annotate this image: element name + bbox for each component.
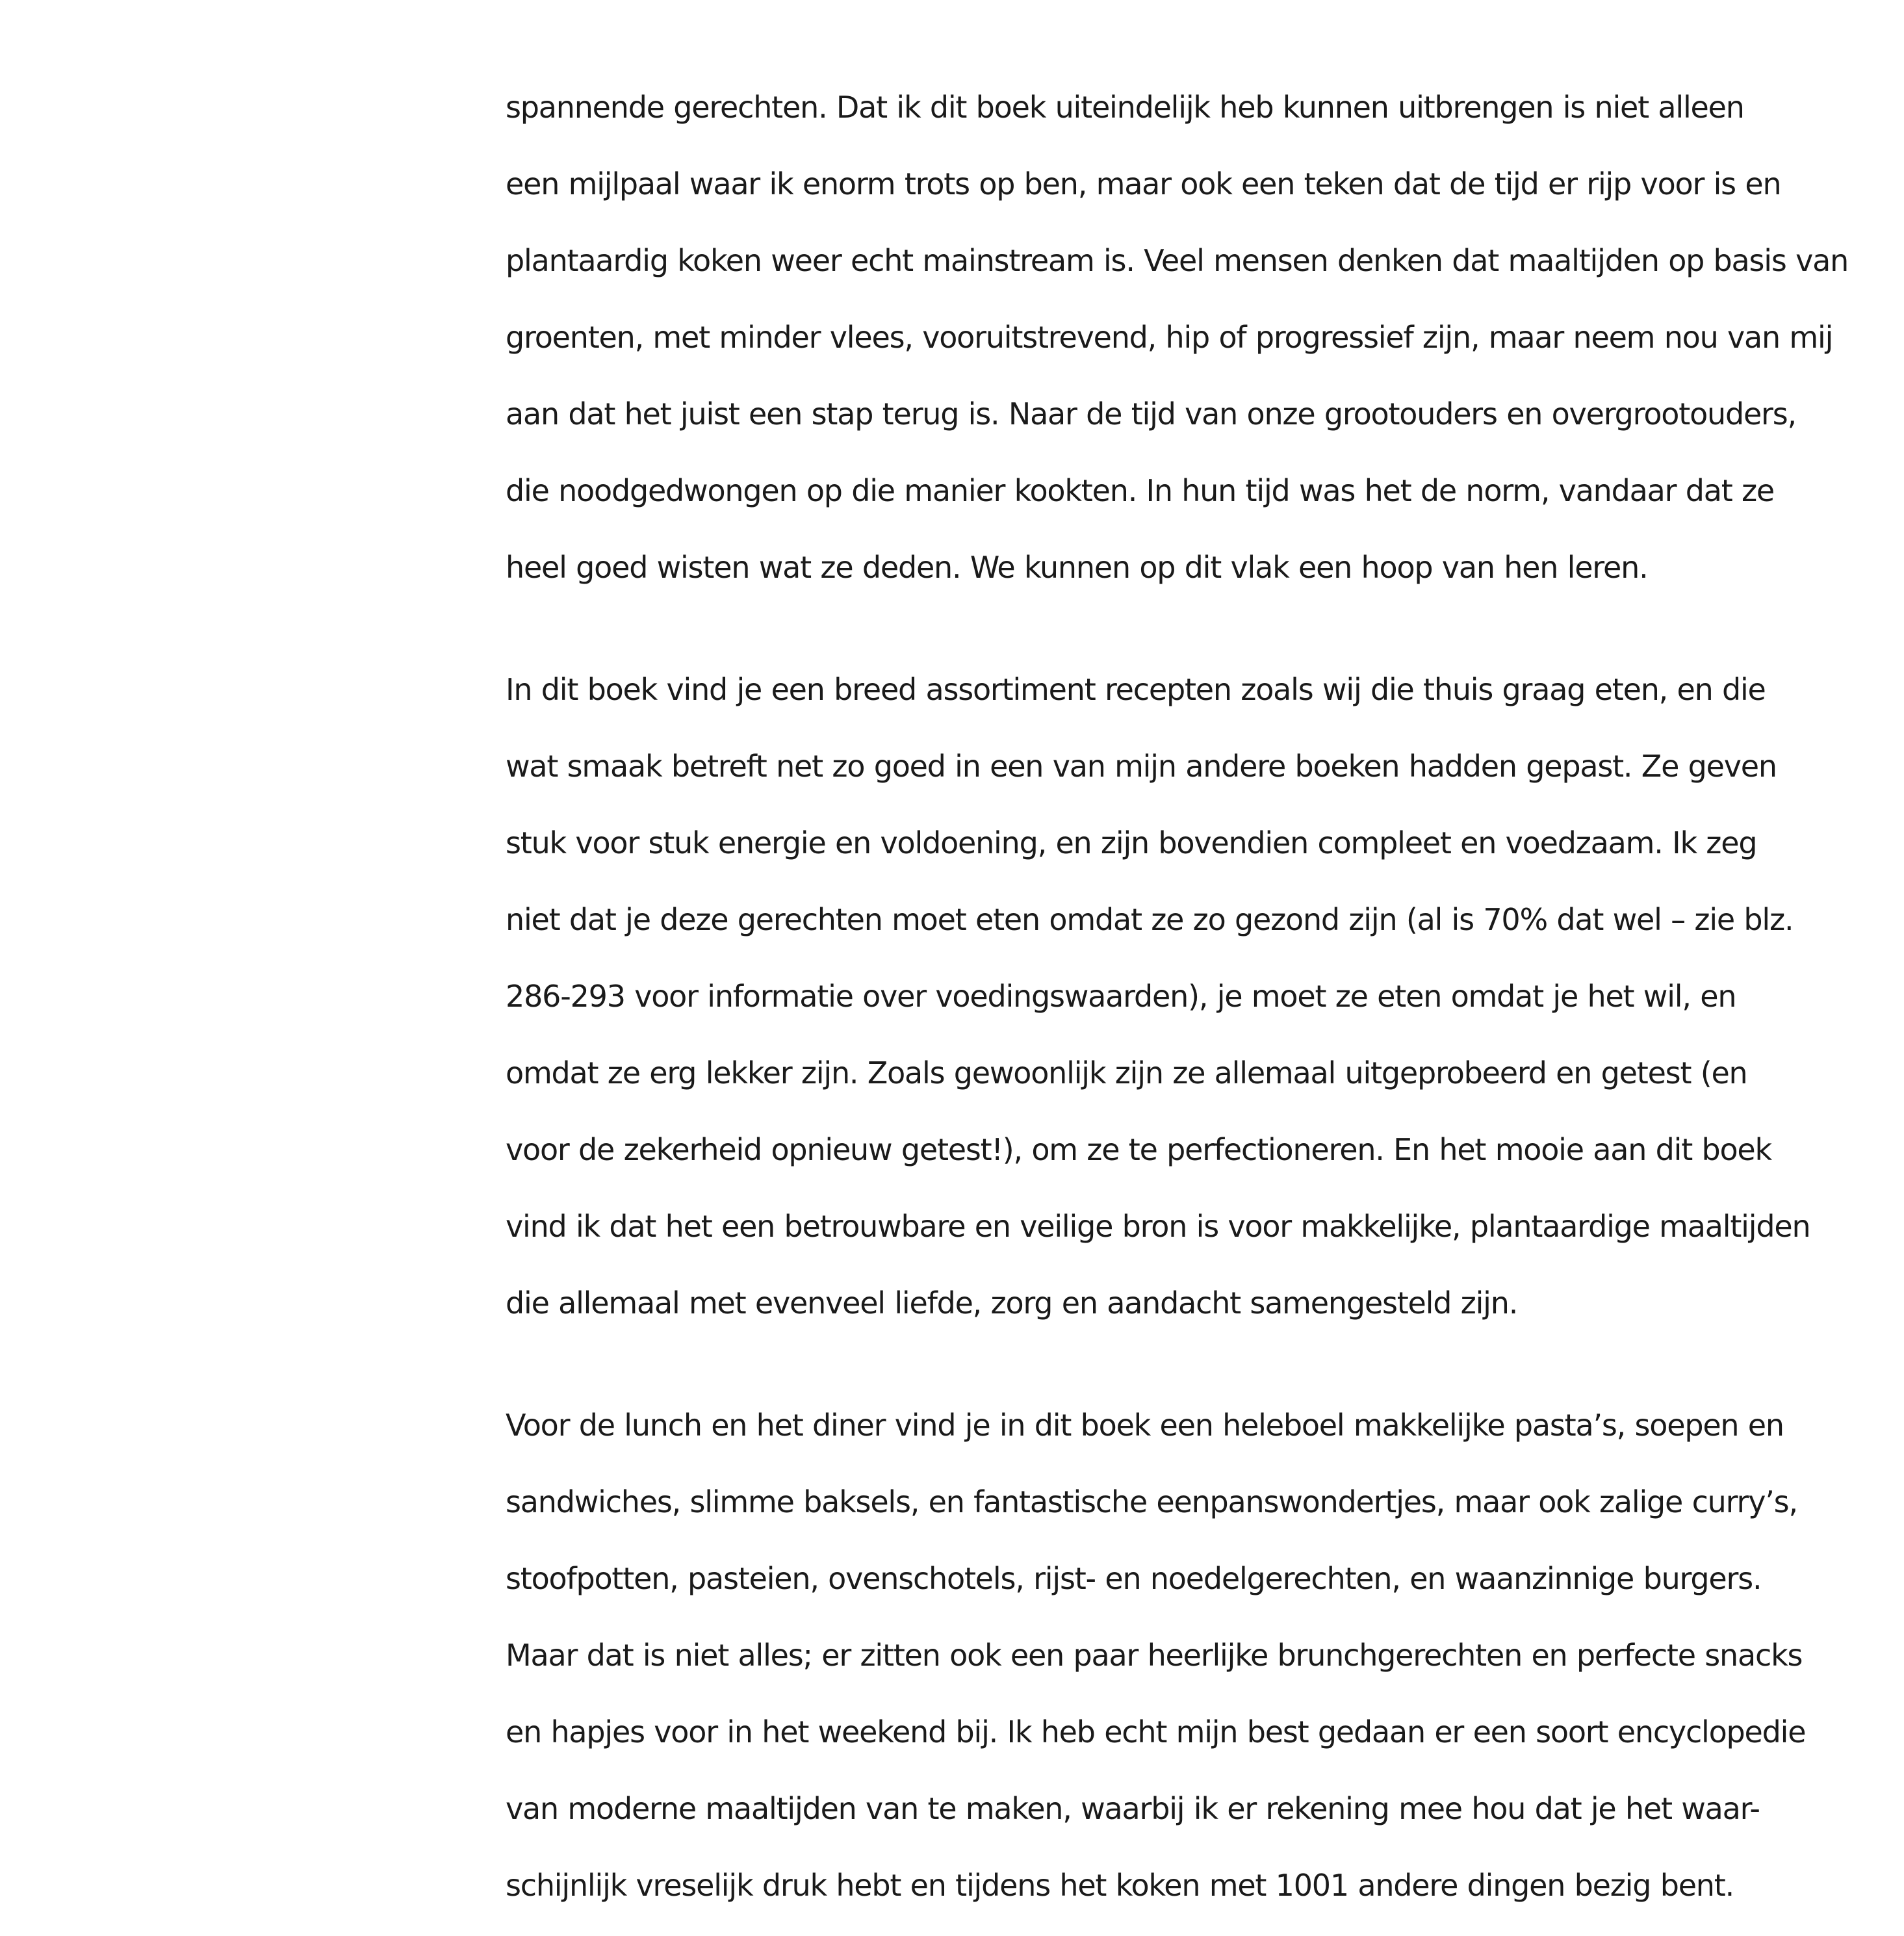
text-line: die noodgedwongen op die manier kookten. In hun tijd was het de norm, vandaar dat ze bbox=[506, 473, 1775, 508]
paragraph bbox=[506, 664, 1810, 1354]
text-line: aan dat het juist een stap terug is. Naar de tijd van onze grootouders en overgrootouders, bbox=[506, 396, 1796, 432]
text-line: voor de zekerheid opnieuw getest!), om ze te perfectioneren. En het mooie aan dit boek bbox=[506, 1132, 1771, 1167]
text-line: van moderne maaltijden van te maken, waarbij ik er rekening mee hou dat je het waar- bbox=[506, 1791, 1760, 1826]
text-line: Voor de lunch en het diner vind je in dit boek een heleboel makkelijke pasta’s, soepen en bbox=[506, 1408, 1784, 1443]
text-line: schijnlijk vreselijk druk hebt en tijdens het koken met 1001 andere dingen bezig bent. bbox=[506, 1868, 1734, 1903]
text-line: In dit boek vind je een breed assortiment recepten zoals wij die thuis graag eten, en die bbox=[506, 672, 1766, 707]
text-line: 286-293 voor informatie over voedingswaarden), je moet ze eten omdat je het wil, en bbox=[506, 979, 1736, 1014]
text-line: wat smaak betreft net zo goed in een van mijn andere boeken hadden gepast. Ze geven bbox=[506, 749, 1777, 784]
text-line: groenten, met minder vlees, vooruitstrevend, hip of progressief zijn, maar neem nou van mij bbox=[506, 320, 1833, 355]
text-line: en hapjes voor in het weekend bij. Ik heb echt mijn best gedaan er een soort encyclopedie bbox=[506, 1714, 1806, 1749]
text-line: omdat ze erg lekker zijn. Zoals gewoonlijk zijn ze allemaal uitgeprobeerd en getest (en bbox=[506, 1055, 1747, 1091]
text-line: niet dat je deze gerechten moet eten omdat ze zo gezond zijn (al is 70% dat wel – zie blz. bbox=[506, 902, 1794, 937]
paragraph-gap bbox=[506, 1354, 1653, 1399]
text-line: sandwiches, slimme baksels, en fantastische eenpanswondertjes, maar ook zalige curry’s, bbox=[506, 1484, 1797, 1519]
text-line: Maar dat is niet alles; er zitten ook een paar heerlijke brunchgerechten en perfecte snacks bbox=[506, 1638, 1803, 1673]
body-text bbox=[506, 81, 1849, 1936]
text-line: stuk voor stuk energie en voldoening, en zijn bovendien compleet en voedzaam. Ik zeg bbox=[506, 825, 1757, 860]
text-line: plantaardig koken weer echt mainstream is. Veel mensen denken dat maaltijden op basis van bbox=[506, 243, 1849, 278]
text-line: spannende gerechten. Dat ik dit boek uiteindelijk heb kunnen uitbrengen is niet alleen bbox=[506, 90, 1744, 125]
paragraph bbox=[506, 81, 1849, 618]
paragraph bbox=[506, 1399, 1806, 1936]
text-line: heel goed wisten wat ze deden. We kunnen op dit vlak een hoop van hen leren. bbox=[506, 550, 1648, 585]
text-line: vind ik dat het een betrouwbare en veilige bron is voor makkelijke, plantaardige maaltijden bbox=[506, 1209, 1810, 1244]
paragraph-gap bbox=[506, 618, 1653, 664]
text-line: stoofpotten, pasteien, ovenschotels, rijst- en noedelgerechten, en waanzinnige burgers. bbox=[506, 1561, 1762, 1596]
text-line: een mijlpaal waar ik enorm trots op ben, maar ook een teken dat de tijd er rijp voor is en bbox=[506, 166, 1781, 201]
text-line: die allemaal met evenveel liefde, zorg en aandacht samengesteld zijn. bbox=[506, 1285, 1518, 1321]
